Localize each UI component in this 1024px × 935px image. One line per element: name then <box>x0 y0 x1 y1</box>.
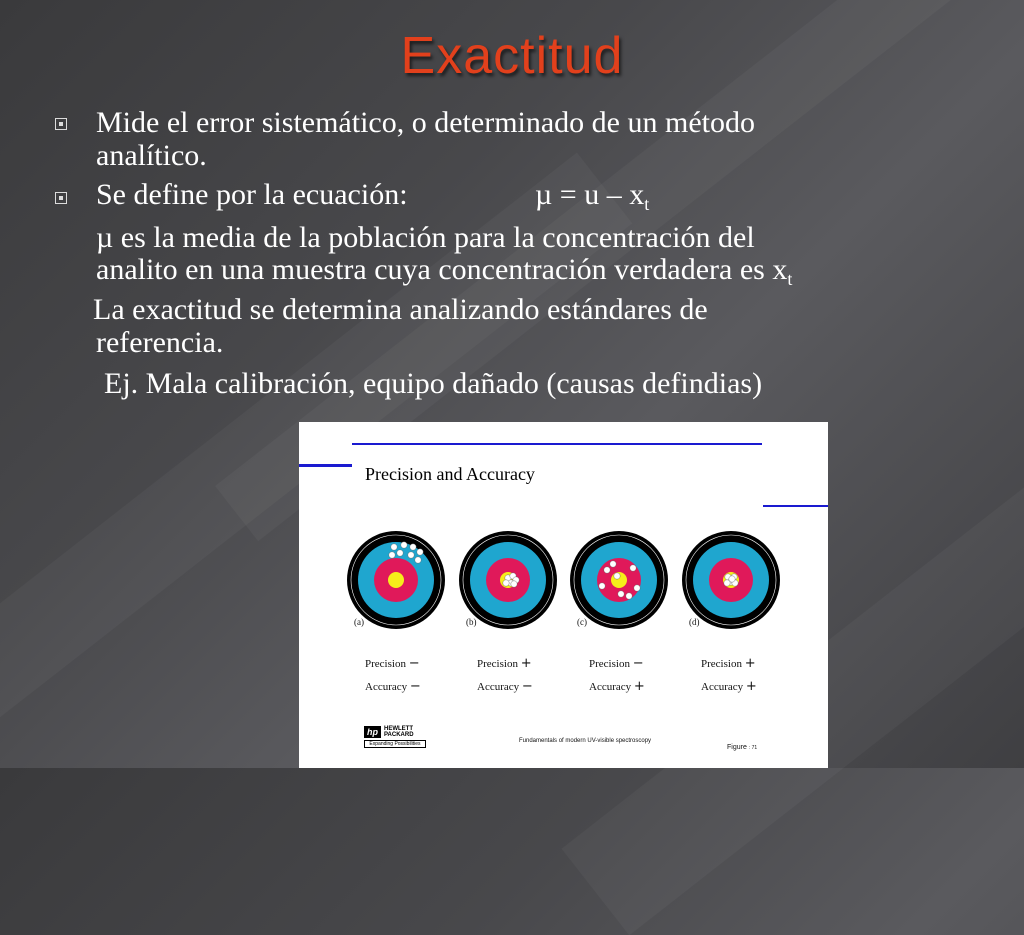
slide-title: Exactitud <box>400 27 624 85</box>
figure-footer-caption: Fundamentals of modern UV-visible spectroscopy <box>519 738 652 744</box>
bullet-text-2: Se define por la ecuación: <box>96 178 408 211</box>
target-c-hit <box>604 567 610 573</box>
target-a-hit <box>408 552 414 558</box>
hp-logo <box>364 726 428 748</box>
precision-label-b: Precision + <box>477 656 532 671</box>
precision-label-d: Precision + <box>701 656 756 671</box>
target-b-hit <box>511 581 517 587</box>
hp-logo-badge: hp <box>364 726 381 738</box>
target-c-hit <box>610 561 616 567</box>
target-a-bullseye <box>388 572 404 588</box>
hp-logo-brand-1: HEWLETT <box>384 726 413 732</box>
precision-label-a: Precision − <box>365 656 420 671</box>
target-caption-a: (a) <box>354 617 364 627</box>
target-a-hit <box>410 544 416 550</box>
bullet-icon <box>55 192 67 204</box>
mu-paragraph-line1: µ es la media de la población para la concentración del <box>96 221 755 254</box>
figure-number: Figure : 71 <box>727 744 758 751</box>
target-a-hit <box>401 542 407 548</box>
target-a-hit <box>397 550 403 556</box>
reference-paragraph-line1: La exactitud se determina analizando estándares de <box>93 293 708 326</box>
target-a-hit <box>391 544 397 550</box>
precision-accuracy-figure <box>299 422 828 768</box>
hp-logo-brand-2: PACKARD <box>384 732 414 738</box>
target-b-hit <box>503 580 509 586</box>
figure-title: Precision and Accuracy <box>365 464 535 484</box>
target-caption-c: (c) <box>577 617 587 627</box>
precision-label-c: Precision − <box>589 656 644 671</box>
target-caption-b: (b) <box>466 617 477 627</box>
target-c-hit <box>614 573 620 579</box>
accuracy-label-a: Accuracy − <box>365 679 421 694</box>
target-c-hit <box>618 591 624 597</box>
mu-paragraph-line2-text: analito en una muestra cuya concentración verdadera es x <box>96 253 788 286</box>
targets-svg <box>299 422 828 768</box>
bullet-text-1-cont: analítico. <box>96 139 207 172</box>
target-a-hit <box>389 552 395 558</box>
bullet-text-1: Mide el error sistemático, o determinado de un método <box>96 106 755 139</box>
mu-paragraph-subscript: t <box>787 269 793 289</box>
example-text: Ej. Mala calibración, equipo dañado (causas defindias) <box>104 367 763 400</box>
target-a-hit <box>417 549 423 555</box>
target-c-hit <box>630 565 636 571</box>
accuracy-label-d: Accuracy + <box>701 679 757 694</box>
mu-paragraph-line2 <box>96 253 793 289</box>
hp-logo-tagline: Expanding Possibilities <box>364 740 426 748</box>
equation-text: µ = u – x <box>535 178 645 211</box>
target-caption-d: (d) <box>689 617 700 627</box>
target-a-hit <box>415 557 421 563</box>
reference-paragraph-line2: referencia. <box>96 326 224 359</box>
target-c-hit <box>626 593 632 599</box>
accuracy-label-c: Accuracy + <box>589 679 645 694</box>
target-d-hit <box>729 576 735 582</box>
equation-subscript: t <box>644 194 650 214</box>
equation <box>535 178 650 214</box>
accuracy-label-b: Accuracy − <box>477 679 533 694</box>
target-c-hit <box>634 585 640 591</box>
target-c-hit <box>599 583 605 589</box>
bullet-icon <box>55 118 67 130</box>
